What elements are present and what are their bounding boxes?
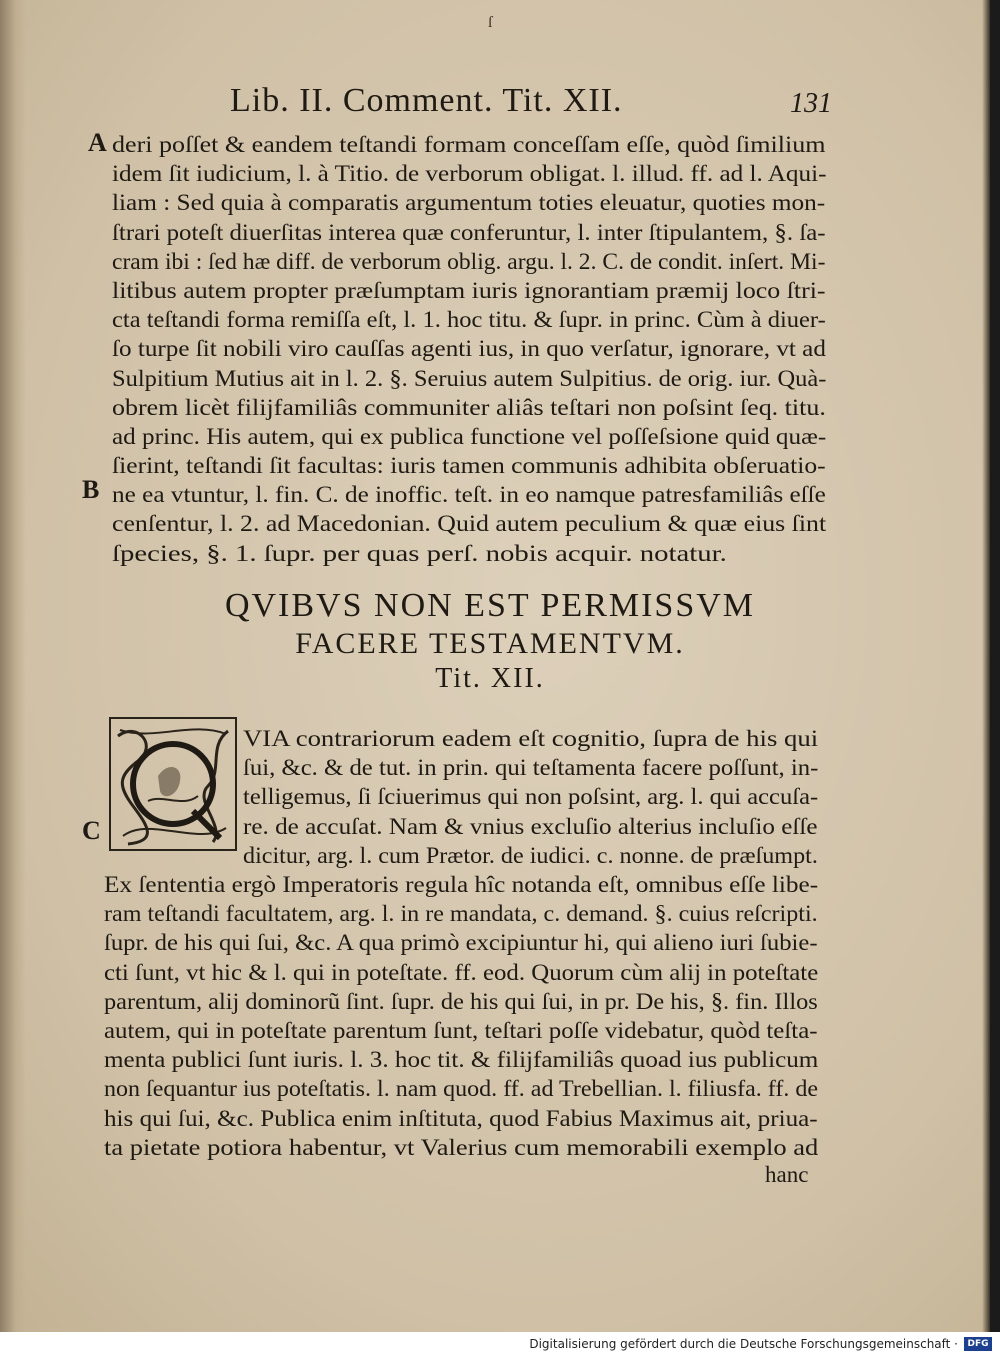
text-line: his qui ſui, &c. Publica enim inſtituta, quod Fabius Maximus ait, priua- (104, 1105, 818, 1131)
section-title-line-2: FACERE TESTAMENTVM. (295, 627, 685, 660)
text-line: ta pietate potiora habentur, vt Valerius cum memorabili exemplo ad (104, 1134, 819, 1160)
text-line: idem ſit iudicium, l. à Titio. de verborum obligat. l. illud. ff. ad l. Aqui- (112, 161, 827, 187)
text-line: ſui, &c. & de tut. in prin. qui teſtamenta facere poſſunt, in- (243, 755, 819, 781)
top-mark: ſ (488, 14, 493, 31)
text-line: cta teſtandi forma remiſſa eſt, l. 1. hoc titu. & ſupr. in princ. Cùm à diuer- (112, 307, 826, 333)
page-number: 131 (790, 88, 832, 119)
text-line: liam : Sed quia à comparatis argumentum toties eleuatur, quoties mon- (112, 190, 826, 216)
paragraph-2 (104, 870, 819, 1162)
text-line: Ex ſententia ergò Imperatoris regula hîc notanda eſt, omnibus eſſe libe- (104, 872, 819, 897)
section-title (100, 586, 880, 696)
text-line: deri poſſet & eandem teſtandi formam conceſſam eſſe, quòd ſimilium (112, 132, 826, 157)
paragraph-1 (112, 130, 827, 568)
text-line: ram teſtandi facultatem, arg. l. in re mandata, c. demand. §. cuius reſcripti. (104, 901, 818, 927)
margin-letter-c: C (82, 816, 101, 845)
margin-letter-a: A (88, 128, 107, 157)
text-line: parentum, alij dominorũ ſint. ſupr. de his qui ſui, in pr. De his, §. fin. Illos (104, 988, 818, 1014)
text-line: litibus autem propter præſumptam iuris ignorantiam præmij loco ſtri- (112, 277, 826, 303)
page-gutter-shadow (0, 0, 26, 1332)
text-line: ſupr. de his qui ſui, &c. A qua primò excipiuntur hi, qui alieno iuri ſubie- (104, 930, 818, 956)
section-title-line-1: QVIBVS NON EST PERMISSVM (224, 587, 756, 624)
section-title-line-3: Tit. XII. (435, 663, 545, 694)
text-line: cram ibi : ſed hæ diff. de verborum oblig. argu. l. 2. C. de condit. inſert. Mi- (112, 248, 826, 274)
text-line: non ſequantur ius poteſtatis. l. nam quod. ff. ad Trebellian. l. filiusfa. ff. de (104, 1076, 819, 1102)
text-line: dicitur, arg. l. cum Prætor. de iudici. c. nonne. de præſumpt. (243, 842, 818, 868)
text-line: obrem licèt filijfamiliâs communiter aliâs teſtari non poſsint ſeq. titu. (112, 394, 826, 420)
margin-letter-b: B (82, 475, 100, 504)
text-line: VIA contrariorum eadem eſt cognitio, ſupra de his qui (243, 726, 819, 751)
catchword: hanc (765, 1162, 809, 1187)
running-head: Lib. II. Comment. Tit. XII. (230, 82, 623, 119)
text-line: ne ea vtuntur, l. fin. C. de inoffic. teſt. in eo namque patresfamiliâs eſſe (112, 482, 826, 508)
text-line: ſierint, teſtandi ſit facultas: iuris tamen communis adhibita obſeruatio- (112, 453, 826, 479)
paragraph-2-indented (243, 724, 819, 870)
text-line: telligemus, ſi ſciuerimus qui non poſsint, arg. l. qui accuſa- (243, 784, 819, 810)
text-line: cenſentur, l. 2. ad Macedonian. Quid autem peculium & quæ eius ſint (112, 511, 827, 537)
decorated-initial (108, 716, 238, 852)
text-line: cti ſunt, vt hic & l. qui in poteſtate. ff. eod. Quorum cùm alij in poteſtate (104, 959, 819, 985)
dfg-logo-icon: DFG (964, 1337, 992, 1351)
text-line: ſo turpe ſit nobili viro cauſſas agenti ius, in quo verſatur, ignorare, vt ad (112, 336, 826, 362)
text-line: autem, qui in poteſtate parentum ſunt, teſtari poſſe videbatur, quòd teſta- (104, 1017, 818, 1043)
text-line: Sulpitium Mutius ait in l. 2. §. Seruius autem Sulpitius. de orig. iur. Quà- (112, 365, 827, 391)
funding-credit: Digitalisierung gefördert durch die Deutsche Forschungsgemeinschaft · (529, 1337, 958, 1351)
text-line: ſpecies, §. 1. ſupr. per quas perſ. nobis acquir. notatur. (112, 540, 727, 566)
text-line: menta publici ſunt iuris. l. 3. hoc tit. & filijfamiliâs quoad ius publicum (104, 1047, 819, 1073)
footer-bar (0, 1332, 1000, 1356)
text-line: re. de accuſat. Nam & vnius excluſio alterius incluſio eſſe (243, 813, 818, 839)
text-line: ad princ. His autem, qui ex publica functione vel poſſeſsione quid quæ- (112, 423, 827, 449)
page-edge-shadow (982, 0, 990, 1332)
text-line: ſtrari poteſt diuerſitas interea quæ conferuntur, l. inter ſtipulantem, §. ſa- (112, 219, 826, 245)
